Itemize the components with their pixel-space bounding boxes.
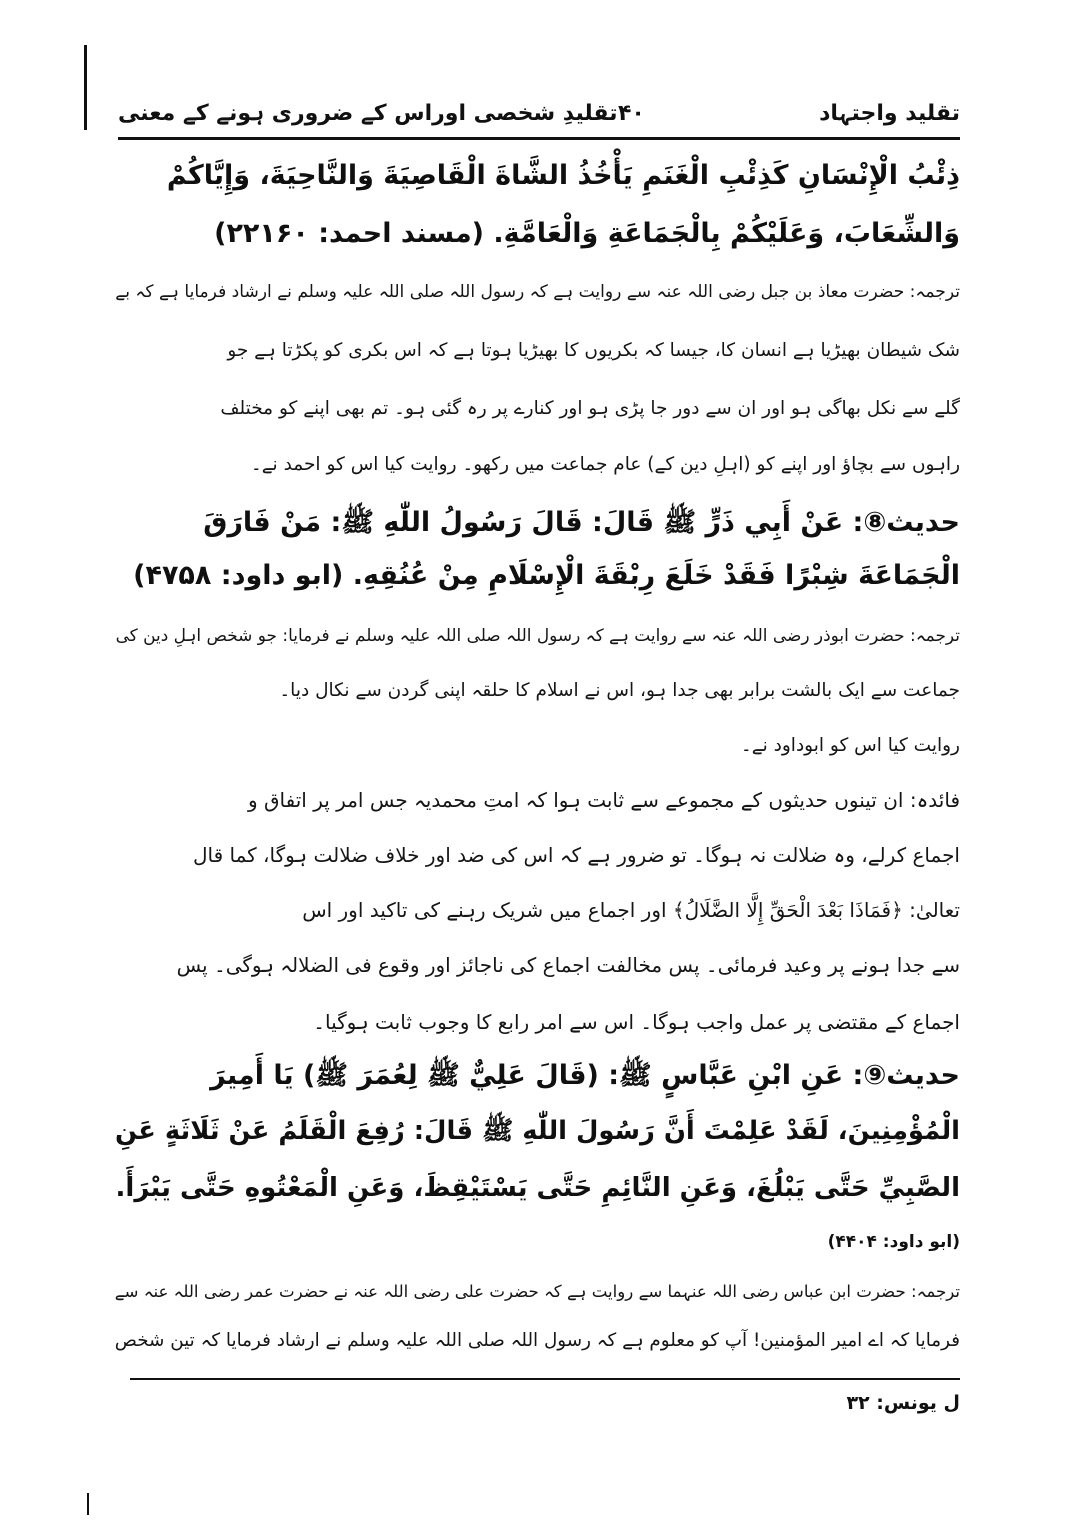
scan-edge-mark: [84, 45, 87, 130]
running-header: [118, 95, 960, 135]
reference-line: (ابو داود: ۴۴۰۴): [827, 1232, 960, 1252]
urdu-text-line: فرمایا کہ اے امیر المؤمنین! آپ کو معلوم ہے کہ رسول اللہ صلی اللہ علیہ وسلم نے ارشاد فرمایا کہ تین شخص: [114, 1330, 960, 1351]
urdu-text-line: راہوں سے بچاؤ اور اپنے کو (اہلِ دین کے) عام جماعت میں رکھو۔ روایت کیا اس کو احمد نے۔: [250, 454, 960, 475]
urdu-text-line: سے جدا ہونے پر وعید فرمائی۔ پس مخالفت اجماع کی ناجائز اور وقوع فی الضلالہ ہوگی۔ پس: [176, 953, 960, 977]
header-rule: [118, 137, 960, 140]
urdu-text-line: اجماع کرلے، وہ ضلالت نہ ہوگا۔ تو ضرور ہے کہ اس کی ضد اور خلاف ضلالت ہوگا، کما قال: [192, 843, 960, 867]
urdu-text-line: ترجمہ: حضرت ابوذر رضی اللہ عنہ سے روایت ہے کہ رسول اللہ صلی اللہ علیہ وسلم نے فرمایا: جو شخص اہلِ دین کی: [115, 625, 960, 645]
arabic-text-line: حدیث⑧: عَنْ أَبِي ذَرٍّ ﷺ قَالَ: قَالَ رَسُولُ اللّٰهِ ﷺ: مَنْ فَارَقَ: [203, 507, 960, 538]
page-number: ۴۰: [618, 101, 645, 126]
urdu-text-line: اجماع کے مقتضی پر عمل واجب ہوگا۔ اس سے امر رابع کا وجوب ثابت ہوگیا۔: [313, 1010, 960, 1034]
urdu-text-line: ترجمہ: حضرت ابن عباس رضی اللہ عنہما سے روایت ہے کہ حضرت علی رضی اللہ عنہ نے حضرت عمر رضی اللہ عنہ سے: [114, 1282, 960, 1301]
urdu-text-line: تعالیٰ: ﴿فَمَاذَا بَعْدَ الْحَقِّ إِلَّا الضَّلَالُ﴾ اور اجماع میں شریک رہنے کی تاکید اور اس: [302, 898, 960, 922]
urdu-text-line: فائدہ: ان تینوں حدیثوں کے مجموعے سے ثابت ہوا کہ امتِ محمدیہ جس امر پر اتفاق و: [247, 788, 960, 812]
arabic-text-line: ذِئْبُ الْإِنْسَانِ كَذِئْبِ الْغَنَمِ يَأْخُذُ الشَّاةَ الْقَاصِيَةَ وَالنَّاحِيَةَ، وَإِيَّاكُمْ: [166, 160, 960, 191]
arabic-text-line: وَالشِّعَابَ، وَعَلَيْكُمْ بِالْجَمَاعَةِ وَالْعَامَّةِ. (مسند احمد: ۲۲۱۶۰): [214, 218, 960, 249]
arabic-text-line: الْجَمَاعَةَ شِبْرًا فَقَدْ خَلَعَ رِبْقَةَ الْإِسْلَامِ مِنْ عُنُقِهِ. (ابو داود: ۴۷۵۸): [133, 560, 960, 591]
urdu-text-line: ترجمہ: حضرت معاذ بن جبل رضی اللہ عنہ سے روایت ہے کہ رسول اللہ صلی اللہ علیہ وسلم نے ارشاد فرمایا ہے کہ بے: [115, 282, 960, 302]
footnote-rule: [130, 1378, 960, 1380]
urdu-text-line: روایت کیا اس کو ابوداود نے۔: [740, 735, 960, 756]
arabic-text-line: حدیث⑨: عَنِ ابْنِ عَبَّاسٍ ﷺ: (قَالَ عَلِيٌّ ﷺ لِعُمَرَ ﷺ) يَا أَمِيرَ: [210, 1060, 960, 1091]
arabic-text-line: الْمُؤْمِنِينَ، لَقَدْ عَلِمْتَ أَنَّ رَسُولَ اللّٰهِ ﷺ قَالَ: رُفِعَ الْقَلَمُ عَنْ ثَلَاثَةٍ عَنِ: [114, 1116, 960, 1146]
header-book-title: تقلید واجتہاد: [819, 101, 960, 126]
header-chapter-title: تقلیدِ شخصی اوراس کے ضروری ہونے کے معنی: [118, 101, 618, 126]
arabic-text-line: الصَّبِيِّ حَتَّى يَبْلُغَ، وَعَنِ النَّائِمِ حَتَّى يَسْتَيْقِظَ، وَعَنِ الْمَعْتُوهِ حَتَّى يَبْرَأَ.: [115, 1173, 960, 1203]
urdu-text-line: شک شیطان بھیڑیا ہے انسان کا، جیسا کہ بکریوں کا بھیڑیا ہوتا ہے کہ اس بکری کو پکڑتا ہے جو: [227, 340, 960, 361]
urdu-text-line: جماعت سے ایک بالشت برابر بھی جدا ہو، اس نے اسلام کا حلقہ اپنی گردن سے نکال دیا۔: [279, 680, 960, 701]
urdu-text-line: گلے سے نکل بھاگی ہو اور ان سے دور جا پڑی ہو اور کنارے پر رہ گئی ہو۔ تم بھی اپنے کو مختلف: [220, 398, 960, 419]
footnote: ل یونس: ۳۲: [846, 1392, 960, 1414]
scan-edge-mark: [87, 1493, 89, 1515]
